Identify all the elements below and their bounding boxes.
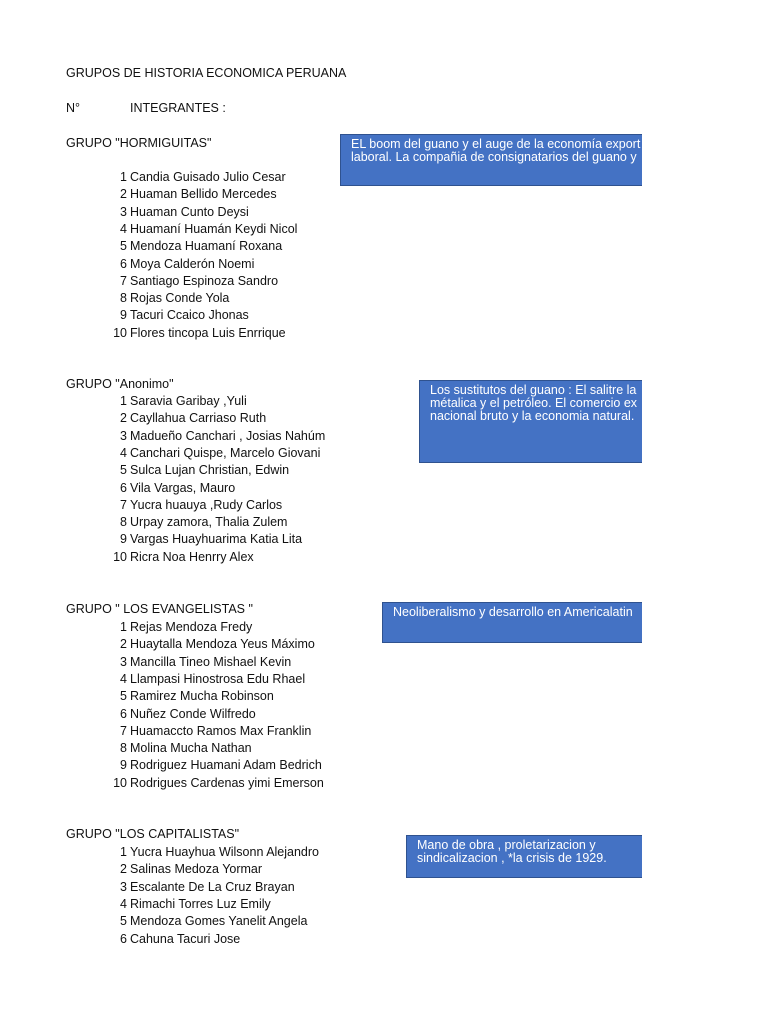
member-name: Escalante De La Cruz Brayan	[130, 880, 295, 894]
topic-line: métalica y el petróleo. El comercio ex	[430, 396, 638, 410]
member-number: 8	[120, 515, 127, 529]
member-name: Mancilla Tineo Mishael Kevin	[130, 655, 292, 669]
member-number: 5	[120, 239, 127, 253]
member-number: 5	[120, 463, 127, 477]
member-number: 3	[120, 655, 127, 669]
topic-line: EL boom del guano y el auge de la economía export	[351, 137, 641, 151]
group-label: GRUPO " LOS EVANGELISTAS "	[66, 602, 253, 616]
member-number: 6	[120, 257, 127, 271]
member-name: Yucra huauya ,Rudy Carlos	[130, 498, 283, 512]
member-number: 3	[120, 429, 127, 443]
member-number: 4	[120, 672, 127, 686]
members-column-header: INTEGRANTES :	[130, 101, 226, 115]
member-number: 4	[120, 446, 127, 460]
topic-box	[340, 134, 660, 186]
member-name: Vila Vargas, Mauro	[130, 481, 236, 495]
member-name: Huamaní Huamán Keydi Nicol	[130, 222, 298, 236]
member-number: 6	[120, 932, 127, 946]
member-name: Flores tincopa Luis Enrrique	[130, 326, 286, 340]
member-number: 6	[120, 481, 127, 495]
member-name: Huamaccto Ramos Max Franklin	[130, 724, 312, 738]
member-name: Saravia Garibay ,Yuli	[130, 394, 247, 408]
member-name: Rodriguez Huamani Adam Bedrich	[130, 758, 322, 772]
member-name: Huaman Cunto Deysi	[130, 205, 249, 219]
member-name: Mendoza Huamaní Roxana	[130, 239, 283, 253]
member-name: Canchari Quispe, Marcelo Giovani	[130, 446, 321, 460]
member-name: Mendoza Gomes Yanelit Angela	[130, 914, 308, 928]
member-number: 3	[120, 880, 127, 894]
member-number: 9	[120, 308, 127, 322]
member-number: 8	[120, 291, 127, 305]
topic-line: Mano de obra , proletarizacion y	[417, 838, 596, 852]
member-number: 1	[120, 394, 127, 408]
member-name: Sulca Lujan Christian, Edwin	[130, 463, 290, 477]
topic-line: sindicalizacion , *la crisis de 1929.	[417, 851, 607, 865]
member-name: Huaman Bellido Mercedes	[130, 187, 277, 201]
member-number: 7	[120, 274, 127, 288]
member-number: 10	[113, 776, 127, 790]
member-number: 7	[120, 724, 127, 738]
group-label: GRUPO "HORMIGUITAS"	[66, 136, 212, 150]
member-name: Santiago Espinoza Sandro	[130, 274, 279, 288]
member-name: Candia Guisado Julio Cesar	[130, 170, 286, 184]
member-number: 6	[120, 707, 127, 721]
topic-line: laboral. La compañia de consignatarios del guano y	[351, 150, 637, 164]
member-name: Nuñez Conde Wilfredo	[130, 707, 256, 721]
member-number: 2	[120, 411, 127, 425]
topic-line: nacional bruto y la economia natural.	[430, 409, 635, 423]
member-number: 5	[120, 689, 127, 703]
group-label: GRUPO "Anonimo"	[66, 377, 174, 391]
member-number: 9	[120, 532, 127, 546]
member-number: 10	[113, 550, 127, 564]
member-number: 1	[120, 620, 127, 634]
document-title: GRUPOS DE HISTORIA ECONOMICA PERUANA	[66, 66, 347, 80]
group-label: GRUPO "LOS CAPITALISTAS"	[66, 827, 240, 841]
topic-box	[406, 835, 660, 878]
member-number: 3	[120, 205, 127, 219]
member-number: 2	[120, 187, 127, 201]
member-name: Vargas Huayhuarima Katia Lita	[130, 532, 303, 546]
page-right-margin	[642, 0, 768, 1024]
member-name: Huaytalla Mendoza Yeus Máximo	[130, 637, 315, 651]
member-number: 1	[120, 170, 127, 184]
member-number: 10	[113, 326, 127, 340]
member-number: 5	[120, 914, 127, 928]
member-name: Rojas Conde Yola	[130, 291, 230, 305]
member-name: Ramirez Mucha Robinson	[130, 689, 274, 703]
member-name: Madueño Canchari , Josias Nahúm	[130, 429, 326, 443]
member-number: 9	[120, 758, 127, 772]
member-number: 4	[120, 897, 127, 911]
member-number: 2	[120, 862, 127, 876]
member-name: Rimachi Torres Luz Emily	[130, 897, 271, 911]
member-number: 1	[120, 845, 127, 859]
topic-line: Neoliberalismo y desarrollo en Americalatin	[393, 605, 633, 619]
member-name: Moya Calderón Noemi	[130, 257, 255, 271]
member-name: Rodrigues Cardenas yimi Emerson	[130, 776, 324, 790]
member-name: Ricra Noa Henrry Alex	[130, 550, 254, 564]
member-number: 4	[120, 222, 127, 236]
member-number: 7	[120, 498, 127, 512]
topic-box	[382, 602, 660, 643]
member-name: Tacuri Ccaico Jhonas	[130, 308, 249, 322]
member-name: Urpay zamora, Thalia Zulem	[130, 515, 288, 529]
member-name: Yucra Huayhua Wilsonn Alejandro	[130, 845, 320, 859]
member-name: Llampasi Hinostrosa Edu Rhael	[130, 672, 306, 686]
member-name: Cayllahua Carriaso Ruth	[130, 411, 267, 425]
member-name: Cahuna Tacuri Jose	[130, 932, 241, 946]
topic-box	[419, 380, 660, 463]
member-number: 8	[120, 741, 127, 755]
member-number: 2	[120, 637, 127, 651]
number-column-header: N°	[66, 101, 81, 115]
member-name: Salinas Medoza Yormar	[130, 862, 263, 876]
member-name: Molina Mucha Nathan	[130, 741, 252, 755]
member-name: Rejas Mendoza Fredy	[130, 620, 253, 634]
topic-line: Los sustitutos del guano : El salitre la	[430, 383, 637, 397]
